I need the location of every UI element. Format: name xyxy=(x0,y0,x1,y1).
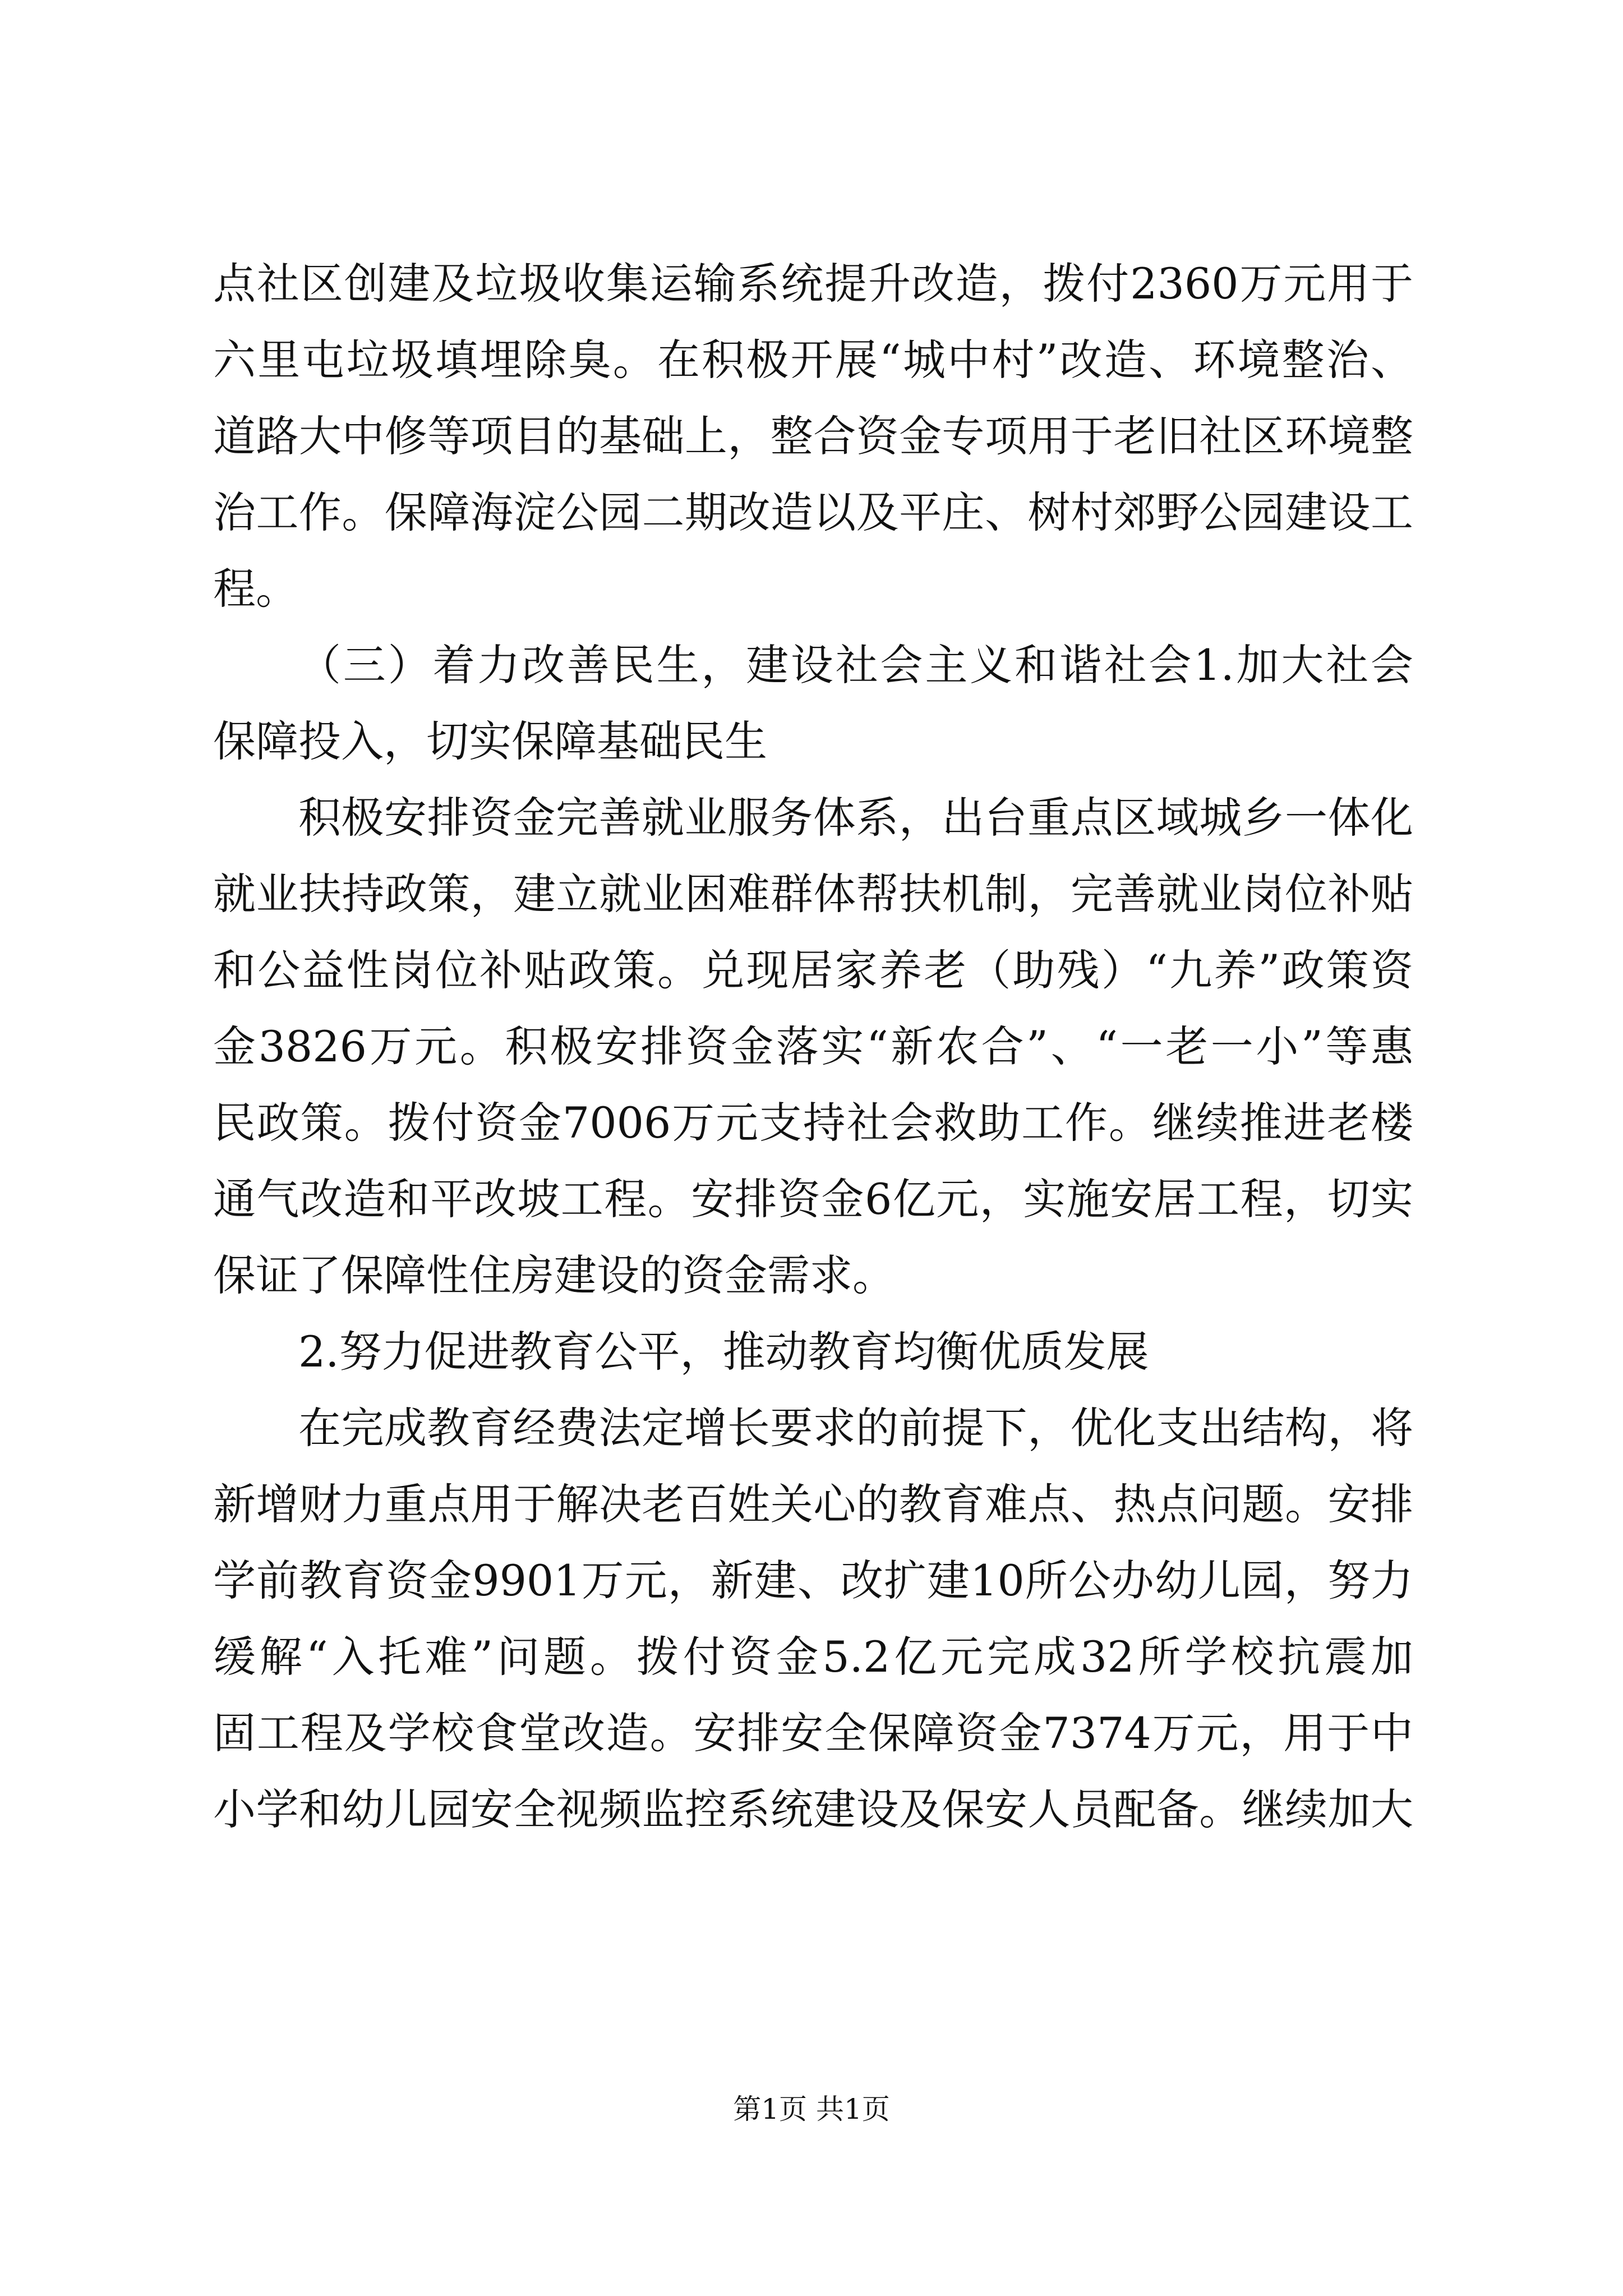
page-number-label: 第1页 共1页 xyxy=(733,2093,890,2125)
text-line: 民政策。拨付资金7006万元支持社会救助工作。继续推进老楼 xyxy=(213,1098,1413,1148)
text-line: 就业扶持政策，建立就业困难群体帮扶机制，完善就业岗位补贴 xyxy=(213,869,1413,919)
text-line: 学前教育资金9901万元，新建、改扩建10所公办幼儿园，努力 xyxy=(213,1556,1413,1605)
document-body xyxy=(213,246,1413,1848)
text-line: 程。 xyxy=(213,564,298,614)
text-line: 通气改造和平改坡工程。安排资金6亿元，实施安居工程，切实 xyxy=(213,1174,1413,1224)
text-line: 小学和幼儿园安全视频监控系统建设及保安人员配备。继续加大 xyxy=(213,1784,1413,1834)
section-heading-line: 保障投入，切实保障基础民生 xyxy=(213,716,767,766)
subsection-heading-line: 2.努力促进教育公平，推动教育均衡优质发展 xyxy=(298,1327,1149,1377)
text-line: 新增财力重点用于解决老百姓关心的教育难点、热点问题。安排 xyxy=(213,1479,1413,1529)
text-line: 六里屯垃圾填埋除臭。在积极开展“城中村”改造、环境整治、 xyxy=(213,335,1413,385)
text-line: 保证了保障性住房建设的资金需求。 xyxy=(213,1250,895,1300)
text-line: 治工作。保障海淀公园二期改造以及平庄、树村郊野公园建设工 xyxy=(213,487,1413,537)
text-line: 缓解“入托难”问题。拨付资金5.2亿元完成32所学校抗震加 xyxy=(213,1632,1413,1682)
page-footer xyxy=(0,2090,1623,2129)
text-line: 金3826万元。积极安排资金落实“新农合”、“一老一小”等惠 xyxy=(213,1022,1413,1071)
text-line: 点社区创建及垃圾收集运输系统提升改造，拨付2360万元用于 xyxy=(213,259,1413,309)
section-heading-line: （三）着力改善民生，建设社会主义和谐社会1.加大社会 xyxy=(298,640,1413,690)
text-line: 和公益性岗位补贴政策。兑现居家养老（助残）“九养”政策资 xyxy=(213,945,1413,995)
text-line: 在完成教育经费法定增长要求的前提下，优化支出结构，将 xyxy=(298,1403,1413,1453)
text-line: 积极安排资金完善就业服务体系，出台重点区域城乡一体化 xyxy=(298,793,1413,843)
text-line: 固工程及学校食堂改造。安排安全保障资金7374万元，用于中 xyxy=(213,1708,1413,1758)
text-line: 道路大中修等项目的基础上，整合资金专项用于老旧社区环境整 xyxy=(213,411,1413,461)
